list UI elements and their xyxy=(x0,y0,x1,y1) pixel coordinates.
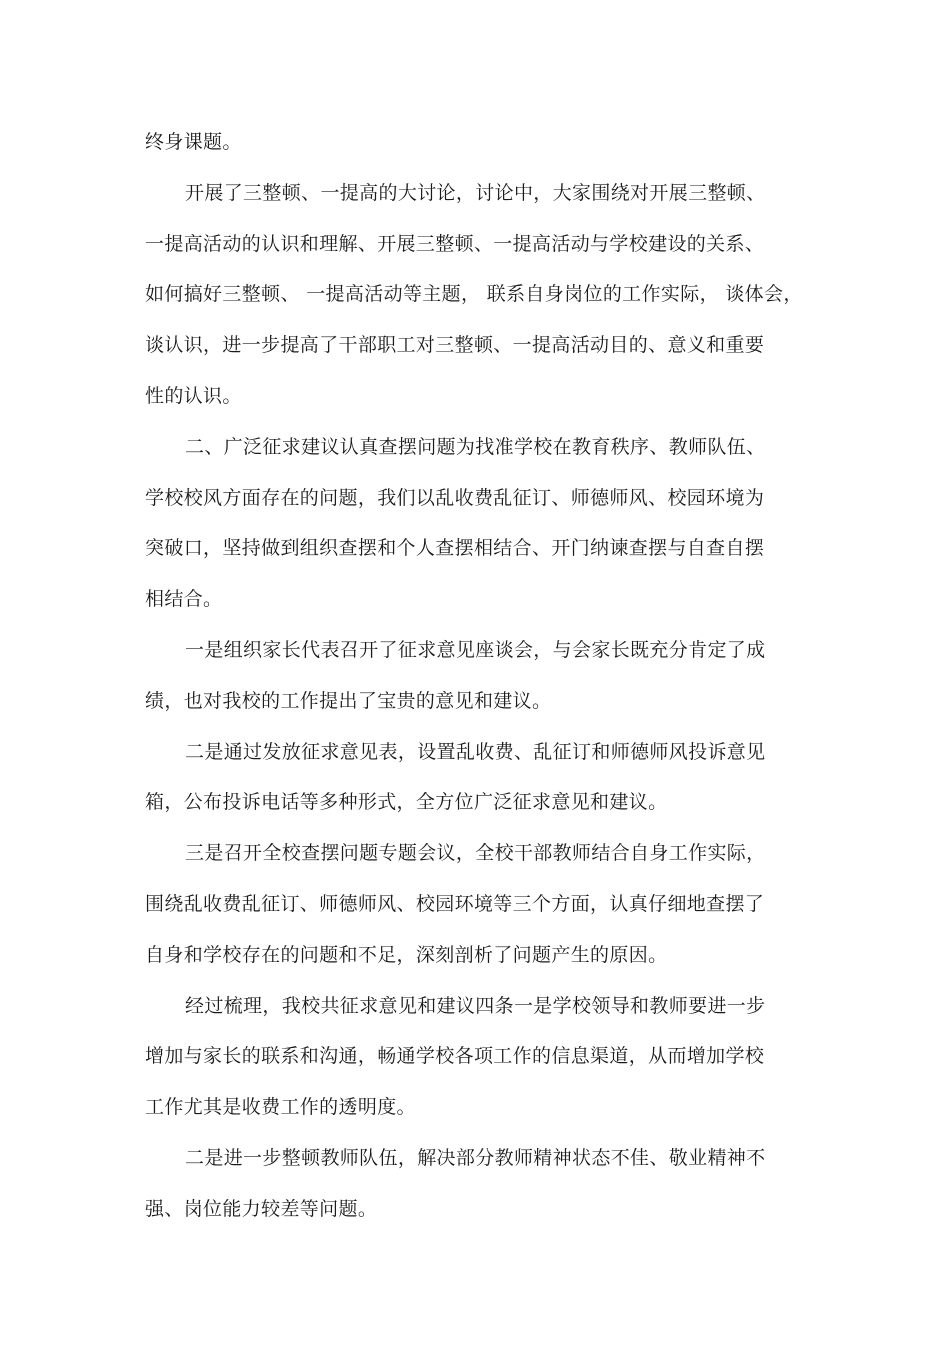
text-line: 如何搞好三整顿、 一提高活动等主题， 联系自身岗位的工作实际， 谈体会， xyxy=(145,283,803,306)
text-line: 工作尤其是收费工作的透明度。 xyxy=(145,1096,416,1119)
paragraph-start-line: 二是进一步整顿教师队伍，解决部分教师精神状态不佳、敬业精神不 xyxy=(185,1146,766,1169)
section-heading-line: 二、广泛征求建议认真查摆问题为找准学校在教育秩序、教师队伍、 xyxy=(185,435,766,458)
text-line: 相结合。 xyxy=(145,588,223,611)
paragraph-start-line: 一是组织家长代表召开了征求意见座谈会，与会家长既充分肯定了成 xyxy=(185,638,766,661)
paragraph-start-line: 开展了三整顿、一提高的大讨论，讨论中，大家围绕对开展三整顿、 xyxy=(185,181,766,204)
text-line: 一提高活动的认识和理解、开展三整顿、一提高活动与学校建设的关系、 xyxy=(145,232,765,255)
text-line: 强、岗位能力较差等问题。 xyxy=(145,1197,378,1220)
text-line: 终身课题。 xyxy=(145,131,242,153)
paragraph-start-line: 三是召开全校查摆问题专题会议，全校干部教师结合自身工作实际， xyxy=(185,842,766,865)
paragraph-start-line: 经过梳理，我校共征求意见和建议四条一是学校领导和教师要进一步 xyxy=(185,994,766,1017)
body-text xyxy=(145,124,805,1242)
text-line: 箱，公布投诉电话等多种形式，全方位广泛征求意见和建议。 xyxy=(145,791,668,814)
text-line: 增加与家长的联系和沟通，畅通学校各项工作的信息渠道，从而增加学校 xyxy=(145,1045,765,1068)
paragraph-start-line: 二是通过发放征求意见表，设置乱收费、乱征订和师德师风投诉意见 xyxy=(185,740,766,763)
text-line: 学校校风方面存在的问题，我们以乱收费乱征订、师德师风、校园环境为 xyxy=(145,486,765,509)
text-line: 性的认识。 xyxy=(145,384,242,407)
text-line: 围绕乱收费乱征订、师德师风、校园环境等三个方面，认真仔细地查摆了 xyxy=(145,892,765,915)
text-line: 自身和学校存在的问题和不足，深刻剖析了问题产生的原因。 xyxy=(145,943,668,966)
text-line: 绩，也对我校的工作提出了宝贵的意见和建议。 xyxy=(145,689,552,712)
text-line: 谈认识，进一步提高了干部职工对三整顿、一提高活动目的、意义和重要 xyxy=(145,334,765,357)
text-line: 突破口，坚持做到组织查摆和个人查摆相结合、开门纳谏查摆与自查自摆 xyxy=(145,537,765,560)
